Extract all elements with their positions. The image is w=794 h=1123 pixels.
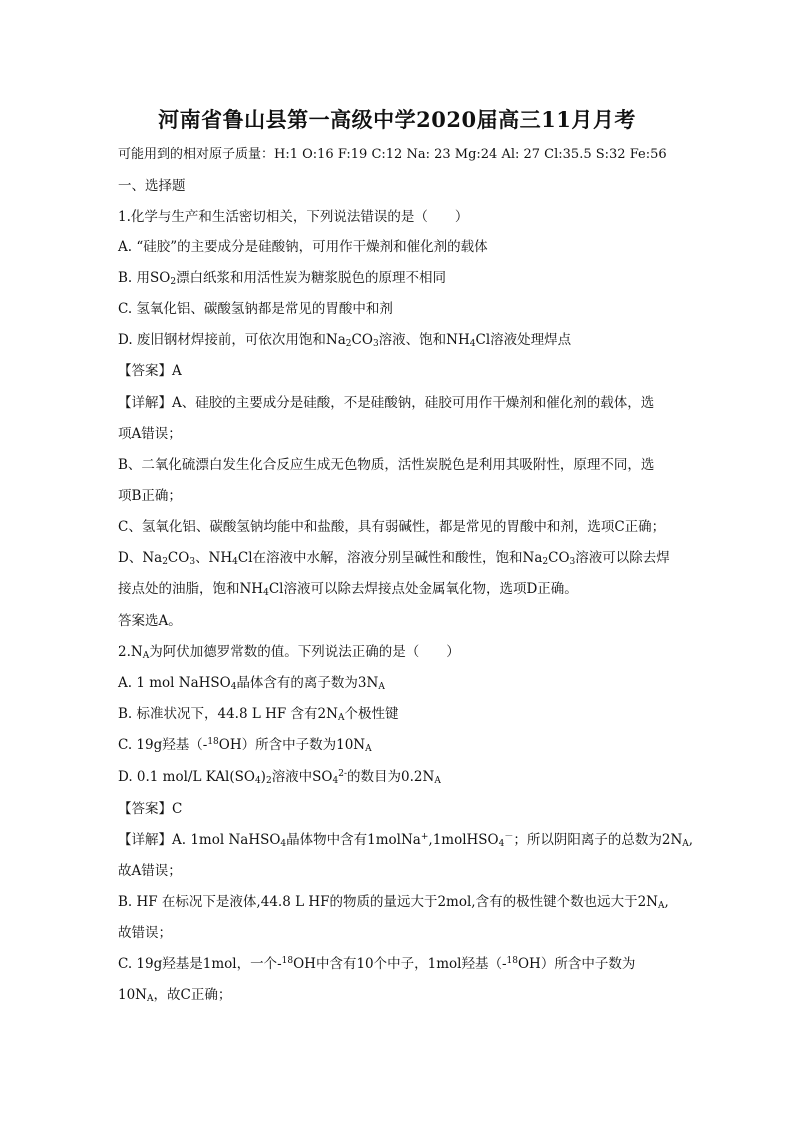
atomic-masses-line: 可能用到的相对原子质量：H:1 O:16 F:19 C:12 Na: 23 Mg:24 Al: 27 Cl:35.5 S:32 Fe:56 [118,147,667,162]
question-1-detail-a-line2: 项A错误； [118,426,182,442]
question-2-option-a: A. 1 mol NaHSO$_4$晶体含有的离子数为$3N_A$ [118,675,385,692]
question-1-detail-c: C、氢氧化铝、碳酸氢钠均能中和盐酸，具有弱碱性，都是常见的胃酸中和剂，选项C正确； [118,519,666,535]
question-1-detail-a-line1: 【详解】A、硅胶的主要成分是硅酸，不是硅酸钠，硅胶可用作干燥剂和催化剂的载体，选 [118,395,655,411]
question-2-detail-a-line2: 故A错误； [118,863,182,879]
question-1-detail-b-line1: B、二氧化硫漂白发生化合反应生成无色物质，活性炭脱色是利用其吸附性，原理不同，选 [118,457,655,473]
question-2-option-d: D. 0.1 mol/L $KAl(SO_4)_2$溶液中$SO_4^{2-}$的数目为$0.2N_A$ [118,769,441,786]
question-2-detail-b-line1: B. HF 在标况下是液体,44.8 L HF的物质的量远大于2mol,含有的极性键个数也远大于$2N_A$, [118,894,669,911]
question-1-option-d: D. 废旧钢材焊接前，可依次用饱和$Na_2CO_3$溶液、饱和$NH_4Cl$溶液处理焊点 [118,332,572,349]
question-2-detail-c-line2: $10N_A$，故C正确； [118,987,232,1004]
question-2-option-c: C. 19g羟基（-$^{18}$OH）所含中子数为$10N_A$ [118,737,372,754]
question-2-detail-c-line1: C. 19g羟基是1mol，一个-$^{18}$OH中含有10个中子，1mol羟基（-$^{18}$OH）所含中子数为 [118,956,636,972]
question-1-choice: 答案选A。 [118,613,182,629]
question-2-detail-b-line2: 故错误； [118,925,172,941]
question-1-detail-d-line2: 接点处的油脂，饱和$NH_4Cl$溶液可以除去焊接点处金属氧化物，选项D正确。 [118,581,578,598]
question-1-answer: 【答案】A [118,363,182,379]
question-1-detail-b-line2: 项B正确； [118,488,182,504]
question-1-detail-d-line1: D、$Na_2CO_3$、$NH_4Cl$在溶液中水解，溶液分别呈碱性和酸性，饱和$Na_2CO_3$溶液可以除去焊 [118,550,670,567]
question-1-stem: 1.化学与生产和生活密切相关，下列说法错误的是（ ） [118,209,469,225]
question-2-answer: 【答案】C [118,801,183,817]
question-2-detail-a-line1: 【详解】A. 1mol NaHSO$_4$晶体物中含有1molNa+,1molHSO$_4$－；所以阴阳离子的总数为$2N_A$, [118,832,694,849]
question-1-option-c: C. 氢氧化铝、碳酸氢钠都是常见的胃酸中和剂 [118,301,393,317]
question-1-option-b: B. 用$SO_2$漂白纸浆和用活性炭为糖浆脱色的原理不相同 [118,270,447,287]
document-title: 河南省鲁山县第一高级中学2020届高三11月月考 [158,107,636,132]
section-heading: 一、选择题 [118,178,186,194]
question-2-option-b: B. 标准状况下，44.8 L HF 含有$2N_A$个极性键 [118,706,399,723]
question-1-option-a: A. “硅胶”的主要成分是硅酸钠，可用作干燥剂和催化剂的载体 [118,239,488,255]
question-2-stem: $2.N_A$为阿伏加德罗常数的值。下列说法正确的是（ ） [118,644,460,661]
